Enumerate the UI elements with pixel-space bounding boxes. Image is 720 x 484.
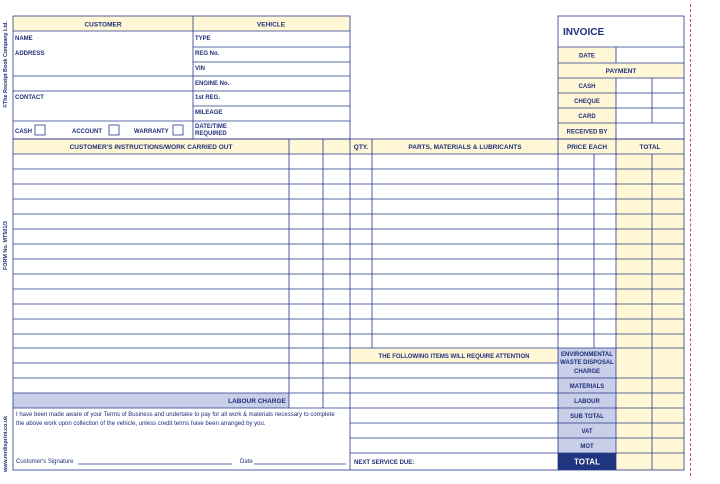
instructions-header: CUSTOMER'S INSTRUCTIONS/WORK CARRIED OUT <box>69 144 233 151</box>
sub-total-label: SUB TOTAL <box>570 414 604 420</box>
first-reg-label: 1st REG. <box>195 95 221 101</box>
labour-charge-label: LABOUR CHARGE <box>228 398 286 405</box>
price-each-header: PRICE EACH <box>566 144 608 151</box>
date-time-label: DATE/TIME <box>195 124 227 130</box>
env-label-1: ENVIRONMENTAL <box>561 352 613 358</box>
reg-no-label: REG No. <box>195 51 220 57</box>
qty-header: QTY. <box>353 144 369 151</box>
next-service-label: NEXT SERVICE DUE: <box>354 460 415 466</box>
signature-date-label: Date <box>240 459 253 465</box>
invoice-title: INVOICE <box>563 27 605 38</box>
signature-label: Customer's Signature <box>16 459 74 465</box>
account-label: ACCOUNT <box>72 129 102 135</box>
address-label: ADDRESS <box>15 51 45 57</box>
name-label: NAME <box>15 36 33 42</box>
customer-header: CUSTOMER <box>84 21 122 29</box>
payment-cheque-label: CHEQUE <box>574 99 600 105</box>
terms-text-line-2: the above work upon collection of the vehicle, unless credit terms have been arranged by you. <box>16 421 266 427</box>
copyright-text: ©The Receipt Book Company Ltd. <box>3 21 9 108</box>
payment-card-label: CARD <box>578 114 596 120</box>
vin-label: VIN <box>195 66 206 72</box>
cash-label: CASH <box>15 129 33 135</box>
env-label-3: CHARGE <box>573 369 601 375</box>
vat-label: VAT <box>581 429 593 435</box>
env-label-2: WASTE DISPOSAL <box>560 360 614 366</box>
warranty-checkbox[interactable] <box>173 125 183 135</box>
mileage-label: MILEAGE <box>195 110 223 116</box>
parts-header: PARTS, MATERIALS & LUBRICANTS <box>408 144 522 151</box>
mot-label: MOT <box>580 444 594 450</box>
payment-header: PAYMENT <box>605 68 637 75</box>
form-number-text: FORM No. MT501/3 <box>3 221 9 270</box>
payment-cash-label: CASH <box>578 84 596 90</box>
terms-text-line-1: I have been made aware of your Terms of Business and undertake to pay for all work & materials necessary to complete <box>16 412 335 418</box>
total-header: TOTAL <box>639 144 661 151</box>
date-time-required-label: REQUIRED <box>195 131 227 137</box>
account-checkbox[interactable] <box>109 125 119 135</box>
grand-total-label: TOTAL <box>574 457 600 467</box>
vehicle-header: VEHICLE <box>256 21 286 29</box>
customer-vehicle-header-bg <box>13 16 350 31</box>
materials-label: MATERIALS <box>569 384 605 390</box>
attention-header: THE FOLLOWING ITEMS WILL REQUIRE ATTENTION <box>378 354 530 360</box>
received-by-label: RECEIVED BY <box>566 129 608 136</box>
warranty-label: WARRANTY <box>134 129 169 135</box>
cash-checkbox[interactable] <box>35 125 45 135</box>
labour-label: LABOUR <box>574 399 600 405</box>
contact-label: CONTACT <box>15 95 44 101</box>
engine-no-label: ENGINE No. <box>195 81 230 87</box>
date-label: DATE <box>579 53 595 60</box>
website-text: www.mrdisprint.co.uk <box>3 415 9 472</box>
type-label: TYPE <box>195 36 211 42</box>
